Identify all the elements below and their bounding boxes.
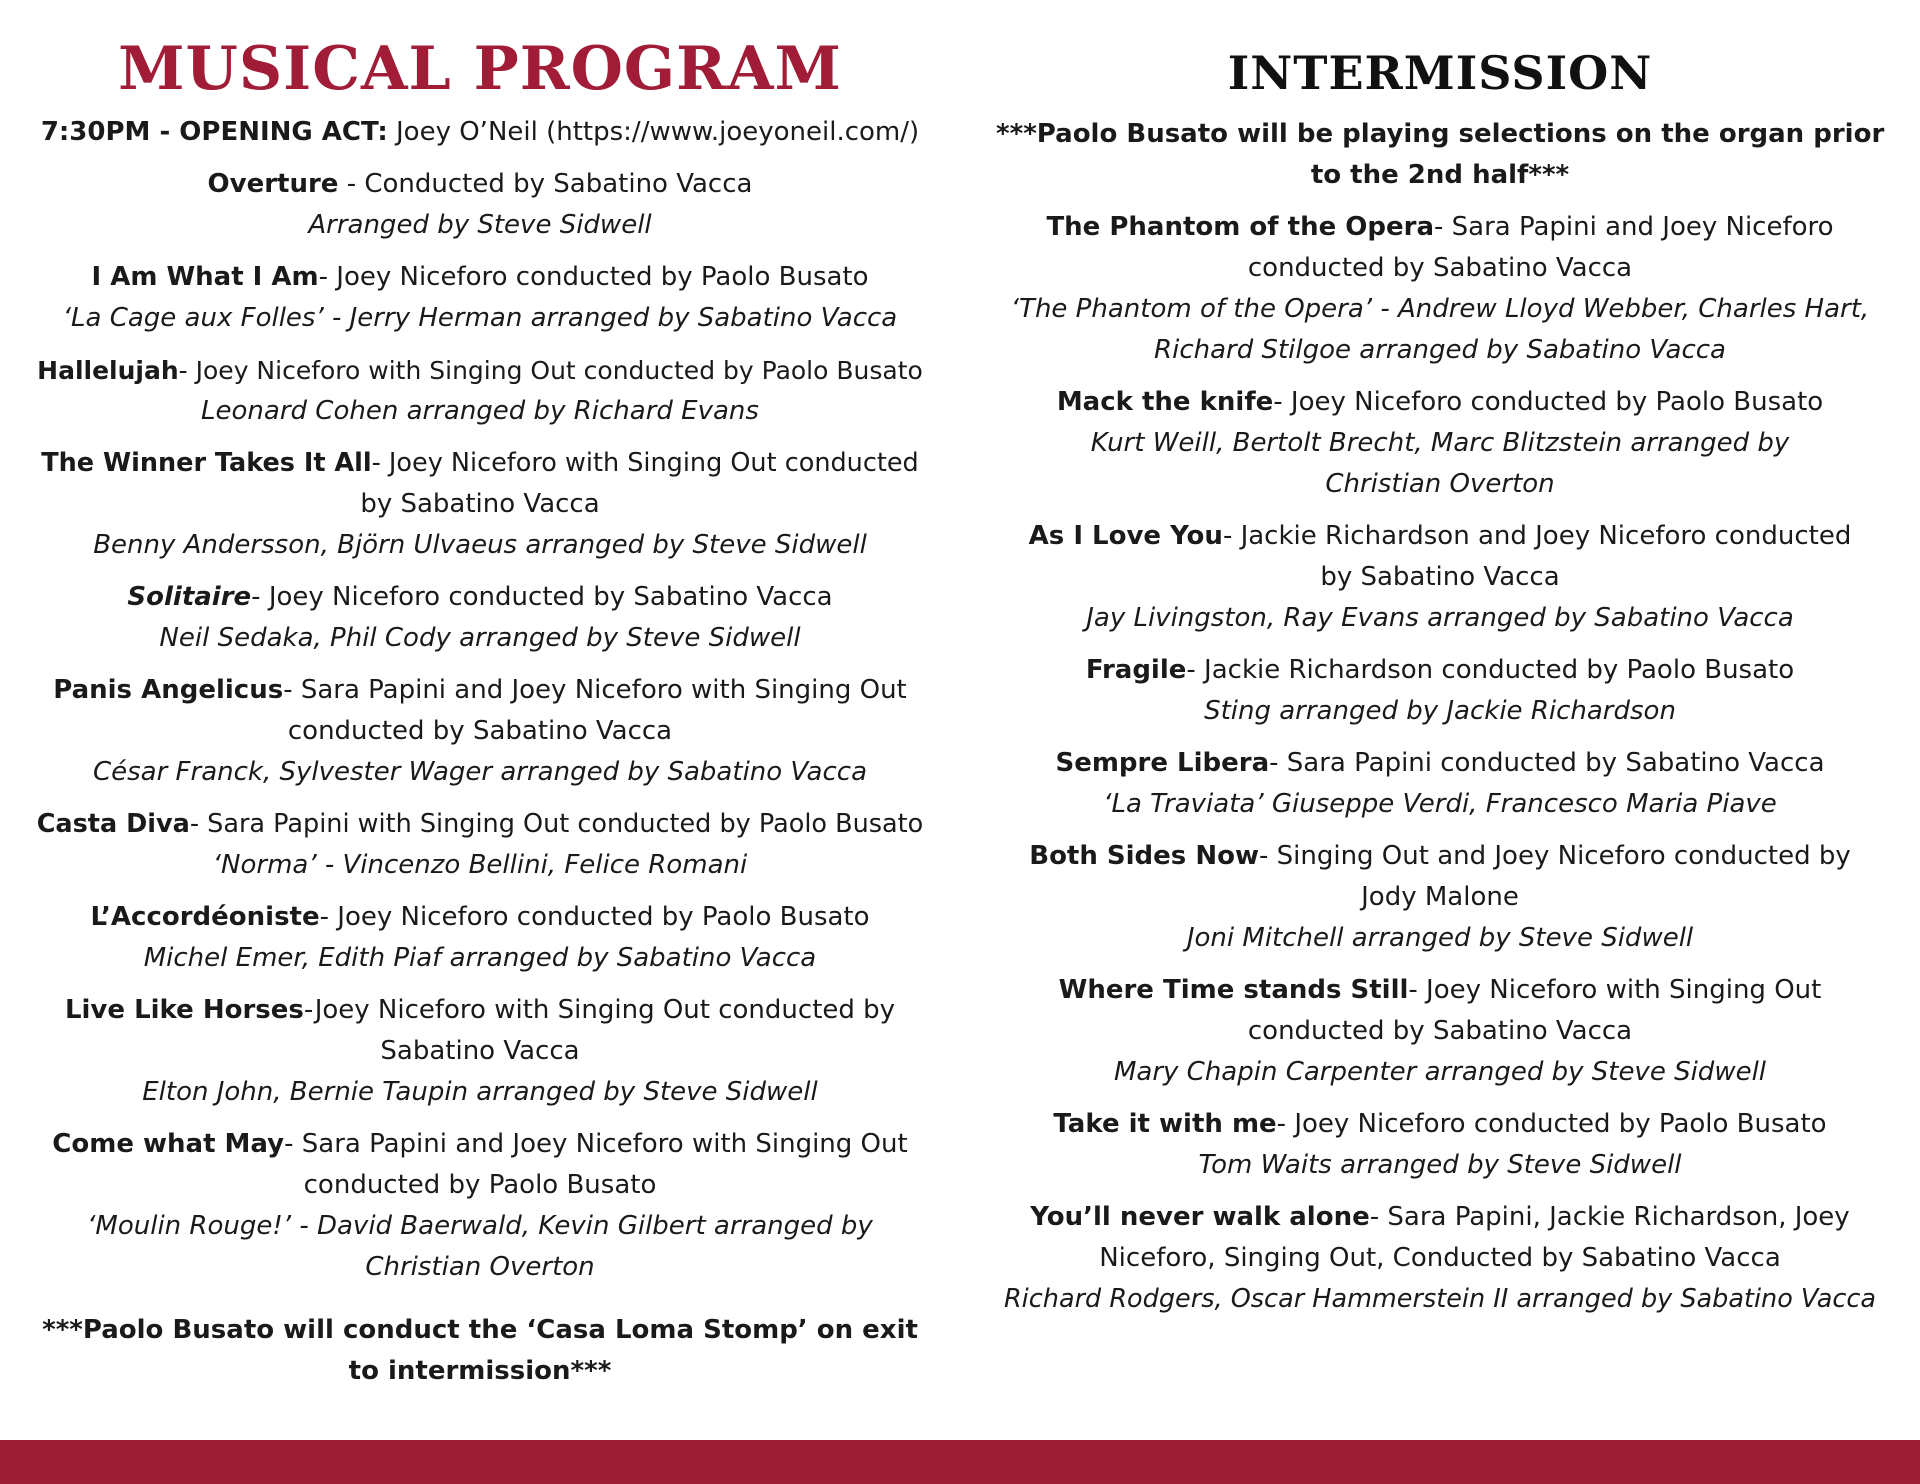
program-item-performers-text: - Joey Niceforo with Singing Out conducted by Paolo Busato [178, 356, 923, 385]
program-item-performers [996, 1104, 1884, 1145]
program-item-title: Both Sides Now [1029, 841, 1259, 871]
exit-note [36, 1310, 924, 1392]
program-item-credit: Arranged by Steve Sidwell [308, 210, 652, 240]
program-item-credit: ‘Norma’ - Vincenzo Bellini, Felice Romani [212, 850, 748, 880]
program-item [996, 382, 1884, 505]
program-item-performers [36, 897, 924, 938]
program-item-performers-text: Jody Malone [1361, 882, 1519, 912]
program-item-credit: Christian Overton [1325, 469, 1555, 499]
program-item-performers-text: Niceforo, Singing Out, Conducted by Sabatino Vacca [1099, 1243, 1781, 1273]
program-item-performers-text: - Joey Niceforo conducted by Paolo Busato [1276, 1109, 1827, 1139]
program-item-credit: Christian Overton [365, 1252, 595, 1282]
organ-note-line: ***Paolo Busato will be playing selections on the organ prior [996, 119, 1885, 149]
program-item [996, 1197, 1884, 1320]
program-item-performers-text: - Sara Papini and Joey Niceforo [1434, 212, 1834, 242]
program-item-performers [996, 1238, 1884, 1279]
program-item-performers [996, 1197, 1884, 1238]
program-item-performers-text: - Joey Niceforo with Singing Out [1408, 975, 1822, 1005]
right-column [996, 0, 1884, 1320]
program-item-title: Live Like Horses [64, 995, 304, 1025]
program-item-performers [36, 164, 924, 205]
program-item-title: L’Accordéoniste [90, 902, 320, 932]
program-item-performers [996, 836, 1884, 877]
program-item [36, 164, 924, 246]
program-item [996, 743, 1884, 825]
program-item-performers [36, 1031, 924, 1072]
program-item-credit: Neil Sedaka, Phil Cody arranged by Steve Sidwell [159, 623, 801, 653]
program-item-performers-text: conducted by Sabatino Vacca [1247, 1016, 1633, 1046]
program-item [996, 650, 1884, 732]
program-item [36, 257, 924, 339]
program-item-credit: César Franck, Sylvester Wager arranged by Sabatino Vacca [92, 757, 868, 787]
left-program-list [36, 164, 924, 1288]
program-item-credit: Mary Chapin Carpenter arranged by Steve Sidwell [1113, 1057, 1767, 1087]
program-item [996, 516, 1884, 639]
program-item-performers [996, 207, 1884, 248]
program-item-credit: Leonard Cohen arranged by Richard Evans [201, 396, 759, 426]
program-item-performers-text: - Joey Niceforo with Singing Out conducted [371, 448, 919, 478]
program-item-title: You’ll never walk alone [1030, 1202, 1370, 1232]
program-item-title: Take it with me [1053, 1109, 1277, 1139]
program-item-title: The Winner Takes It All [41, 448, 372, 478]
program-item-performers-text: - Singing Out and Joey Niceforo conducted by [1258, 841, 1851, 871]
program-item-credit: Jay Livingston, Ray Evans arranged by Sabatino Vacca [1086, 603, 1794, 633]
program-item-performers-text: - Joey Niceforo conducted by Sabatino Vacca [251, 582, 833, 612]
program-item-performers-text: conducted by Sabatino Vacca [1247, 253, 1633, 283]
program-item-performers-text: - Jackie Richardson conducted by Paolo Busato [1186, 655, 1795, 685]
program-item-performers-text: conducted by Sabatino Vacca [287, 716, 673, 746]
program-item-performers-text: - Joey Niceforo conducted by Paolo Busato [1273, 387, 1824, 417]
opening-act-label: 7:30PM - OPENING ACT: [40, 117, 388, 147]
right-program-list [996, 207, 1884, 1320]
program-item-performers [36, 1165, 924, 1206]
program-item-title: Solitaire [127, 582, 252, 612]
program-item-performers-text: - Sara Papini with Singing Out conducted by Paolo Busato [189, 809, 924, 839]
program-item-credit: ‘Moulin Rouge!’ - David Baerwald, Kevin Gilbert arranged by [87, 1211, 873, 1241]
program-item-title: I Am What I Am [91, 262, 319, 292]
program-item-performers [996, 248, 1884, 289]
program-item-credit: Tom Waits arranged by Steve Sidwell [1198, 1150, 1682, 1180]
left-column [36, 0, 924, 1392]
program-item-title: Casta Diva [36, 809, 190, 839]
program-item-credit: Benny Andersson, Björn Ulvaeus arranged by Steve Sidwell [93, 530, 867, 560]
program-item-credit: Joni Mitchell arranged by Steve Sidwell [1186, 923, 1694, 953]
program-item-credit: Richard Stilgoe arranged by Sabatino Vacca [1154, 335, 1726, 365]
program-item-title: Panis Angelicus [53, 675, 284, 705]
program-item-performers [36, 1124, 924, 1165]
program-item-performers [36, 670, 924, 711]
program-item-credit: Elton John, Bernie Taupin arranged by Steve Sidwell [142, 1077, 818, 1107]
program-item-performers [996, 557, 1884, 598]
organ-note [996, 114, 1884, 196]
program-item-performers-text: - Conducted by Sabatino Vacca [338, 169, 753, 199]
program-item-performers-text: by Sabatino Vacca [360, 489, 600, 519]
musical-program-heading: MUSICAL PROGRAM [118, 34, 842, 104]
program-item-performers [36, 990, 924, 1031]
program-item-performers-text: - Sara Papini, Jackie Richardson, Joey [1369, 1202, 1850, 1232]
program-item-title: Mack the knife [1056, 387, 1274, 417]
program-item-title: Hallelujah [37, 356, 179, 385]
program-item [36, 350, 924, 432]
program-item-performers [36, 443, 924, 484]
program-item-title: Where Time stands Still [1058, 975, 1409, 1005]
intermission-heading: INTERMISSION [1227, 46, 1653, 100]
program-item [36, 990, 924, 1113]
program-item-performers [996, 743, 1884, 784]
program-item-title: Sempre Libera [1055, 748, 1270, 778]
program-item [36, 1124, 924, 1288]
program-item [36, 804, 924, 886]
program-item-credit: ‘La Cage aux Folles’ - Jerry Herman arranged by Sabatino Vacca [62, 303, 898, 333]
exit-note-line: to intermission*** [348, 1356, 612, 1386]
program-item-performers-text: -Joey Niceforo with Singing Out conducted by [303, 995, 896, 1025]
footer-bar [0, 1440, 1920, 1484]
program-item-title: As I Love You [1028, 521, 1223, 551]
program-item-performers-text: - Sara Papini and Joey Niceforo with Singing Out [283, 675, 907, 705]
program-item-performers [36, 257, 924, 298]
program-item-credit: ‘The Phantom of the Opera’ - Andrew Lloyd Webber, Charles Hart, [1010, 294, 1870, 324]
program-item [996, 970, 1884, 1093]
program-item-title: Come what May [52, 1129, 285, 1159]
program-item-credit: Sting arranged by Jackie Richardson [1204, 696, 1676, 726]
program-item-credit: ‘La Traviata’ Giuseppe Verdi, Francesco Maria Piave [1103, 789, 1777, 819]
program-item-title: Fragile [1085, 655, 1187, 685]
program-item-title: Overture [207, 169, 339, 199]
program-item [36, 670, 924, 793]
program-item-performers [996, 516, 1884, 557]
program-item-performers [996, 877, 1884, 918]
program-item-performers-text: - Joey Niceforo conducted by Paolo Busato [318, 262, 869, 292]
program-item [996, 836, 1884, 959]
program-item-credit: Michel Emer, Edith Piaf arranged by Sabatino Vacca [143, 943, 817, 973]
organ-note-line: to the 2nd half*** [1310, 160, 1570, 190]
program-item-performers-text: Sabatino Vacca [380, 1036, 580, 1066]
program-item [36, 443, 924, 566]
program-item-performers-text: - Sara Papini and Joey Niceforo with Singing Out [284, 1129, 908, 1159]
program-item-performers [996, 1011, 1884, 1052]
program-item-performers [36, 350, 924, 391]
program-item [36, 897, 924, 979]
program-item-performers [36, 804, 924, 845]
program-item [996, 1104, 1884, 1186]
program-item-performers [996, 650, 1884, 691]
program-item-title: The Phantom of the Opera [1046, 212, 1434, 242]
program-item-performers-text: - Sara Papini conducted by Sabatino Vacca [1269, 748, 1825, 778]
opening-act [36, 112, 924, 153]
program-item-performers [996, 382, 1884, 423]
opening-act-text: Joey O’Neil (https://www.joeyoneil.com/) [387, 117, 920, 147]
program-item-performers [36, 577, 924, 618]
program-item-performers [996, 970, 1884, 1011]
program-item-credit: Richard Rodgers, Oscar Hammerstein II arranged by Sabatino Vacca [1003, 1284, 1877, 1314]
program-item-performers-text: - Joey Niceforo conducted by Paolo Busato [319, 902, 870, 932]
exit-note-line: ***Paolo Busato will conduct the ‘Casa Loma Stomp’ on exit [42, 1315, 918, 1345]
program-item-performers-text: conducted by Paolo Busato [303, 1170, 657, 1200]
program-item-credit: Kurt Weill, Bertolt Brecht, Marc Blitzstein arranged by [1090, 428, 1790, 458]
program-item [996, 207, 1884, 371]
program-item-performers-text: by Sabatino Vacca [1320, 562, 1560, 592]
program-item-performers [36, 711, 924, 752]
program-item-performers-text: - Jackie Richardson and Joey Niceforo conducted [1222, 521, 1852, 551]
program-item-performers [36, 484, 924, 525]
program-item [36, 577, 924, 659]
